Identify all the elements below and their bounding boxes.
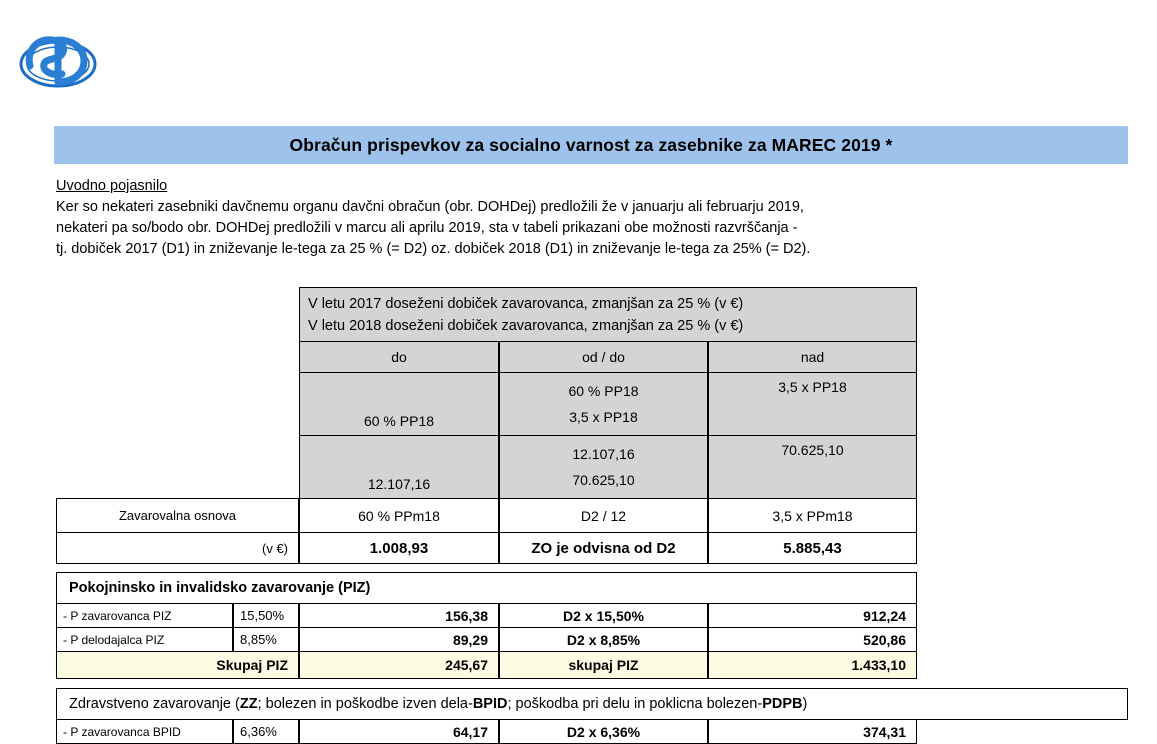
insurance-base-nad: 3,5 x PPm18 xyxy=(708,498,917,533)
piz-total-label: Skupaj PIZ xyxy=(56,651,299,679)
profit-row-pp-od-do-to: 3,5 x PP18 xyxy=(569,409,638,425)
piz-row-2-rate: 8,85% xyxy=(233,627,299,652)
intro-line-3: tj. dobiček 2017 (D1) in zniževanje le-tega za 25 % (= D2) oz. dobiček 2018 (D1) in zniževanje le-tega za 25% (= D2). xyxy=(56,241,811,257)
zz-title-part-1: Zdravstveno zavarovanje ( xyxy=(69,696,240,712)
zz-row-1-amount-nad: 374,31 xyxy=(708,719,917,744)
insurance-base-eur-label: (v €) xyxy=(56,532,299,564)
page-title: Obračun prispevkov za socialno varnost za zasebnike za MAREC 2019 * xyxy=(289,134,893,155)
profit-header-line-1: V letu 2017 doseženi dobiček zavarovanca, zmanjšan za 25 % (v €) xyxy=(308,296,744,312)
zz-title-abbr-pdpb: PDPB xyxy=(762,696,803,712)
profit-table-header xyxy=(299,287,917,349)
piz-total-formula: skupaj PIZ xyxy=(499,651,708,679)
piz-row-2-amount-do: 89,29 xyxy=(299,627,499,652)
zz-title-part-4: ) xyxy=(802,696,808,712)
page-title-banner xyxy=(54,126,1128,164)
piz-row-1-label: - P zavarovanca PIZ xyxy=(56,603,233,628)
profit-row-pp-do: 60 % PP18 xyxy=(299,372,499,436)
zz-row-1-amount-do: 64,17 xyxy=(299,719,499,744)
company-logo xyxy=(18,32,98,92)
intro-section xyxy=(56,178,1136,260)
zz-title-abbr-bpid: BPID xyxy=(472,696,508,712)
profit-row-pp-od-do xyxy=(499,372,708,436)
profit-header-line-2: V letu 2018 doseženi dobiček zavarovanca, zmanjšan za 25 % (v €) xyxy=(308,318,744,334)
profit-col-header-do: do xyxy=(299,341,499,373)
profit-row-values-od-do xyxy=(499,435,708,499)
zz-title-part-3: ; poškodba pri delu in poklicna bolezen- xyxy=(507,696,763,712)
zz-row-1-formula: D2 x 6,36% xyxy=(499,719,708,744)
zz-row-1-rate: 6,36% xyxy=(233,719,299,744)
insurance-base-eur-nad: 5.885,43 xyxy=(708,532,917,564)
zz-title-part-2: ; bolezen in poškodbe izven dela- xyxy=(257,696,473,712)
zz-section-title xyxy=(56,688,1128,720)
profit-col-header-od-do: od / do xyxy=(499,341,708,373)
intro-line-2: nekateri pa so/bodo obr. DOHDej predložili v marcu ali aprilu 2019, sta v tabeli prikazani obe možnosti razvrščanja - xyxy=(56,220,798,236)
profit-row-pp-nad: 3,5 x PP18 xyxy=(708,372,917,436)
insurance-base-od-do: D2 / 12 xyxy=(499,498,708,533)
piz-total-amount-nad: 1.433,10 xyxy=(708,651,917,679)
piz-row-2-formula: D2 x 8,85% xyxy=(499,627,708,652)
insurance-base-label: Zavarovalna osnova xyxy=(56,498,299,533)
piz-row-1-amount-nad: 912,24 xyxy=(708,603,917,628)
profit-row-values-do: 12.107,16 xyxy=(299,435,499,499)
profit-col-header-nad: nad xyxy=(708,341,917,373)
piz-row-2-label: - P delodajalca PIZ xyxy=(56,627,233,652)
insurance-base-do: 60 % PPm18 xyxy=(299,498,499,533)
piz-row-1-rate: 15,50% xyxy=(233,603,299,628)
intro-line-1: Ker so nekateri zasebniki davčnemu organu davčni obračun (obr. DOHDej) predložili že v januarju ali februarju 2019, xyxy=(56,199,804,215)
profit-row-values-od-do-to: 70.625,10 xyxy=(572,472,635,488)
piz-row-1-amount-do: 156,38 xyxy=(299,603,499,628)
insurance-base-eur-od-do: ZO je odvisna od D2 xyxy=(499,532,708,564)
intro-heading: Uvodno pojasnilo xyxy=(56,178,168,194)
piz-row-2-amount-nad: 520,86 xyxy=(708,627,917,652)
zz-title-abbr-zz: ZZ xyxy=(239,696,258,712)
profit-row-values-nad: 70.625,10 xyxy=(708,435,917,499)
profit-row-pp-od-do-from: 60 % PP18 xyxy=(568,383,639,399)
piz-row-1-formula: D2 x 15,50% xyxy=(499,603,708,628)
zz-row-1-label: - P zavarovanca BPID xyxy=(56,719,233,744)
piz-section-title: Pokojninsko in invalidsko zavarovanje (PIZ) xyxy=(56,572,917,604)
insurance-base-eur-do: 1.008,93 xyxy=(299,532,499,564)
profit-row-values-od-do-from: 12.107,16 xyxy=(572,446,635,462)
piz-total-amount-do: 245,67 xyxy=(299,651,499,679)
